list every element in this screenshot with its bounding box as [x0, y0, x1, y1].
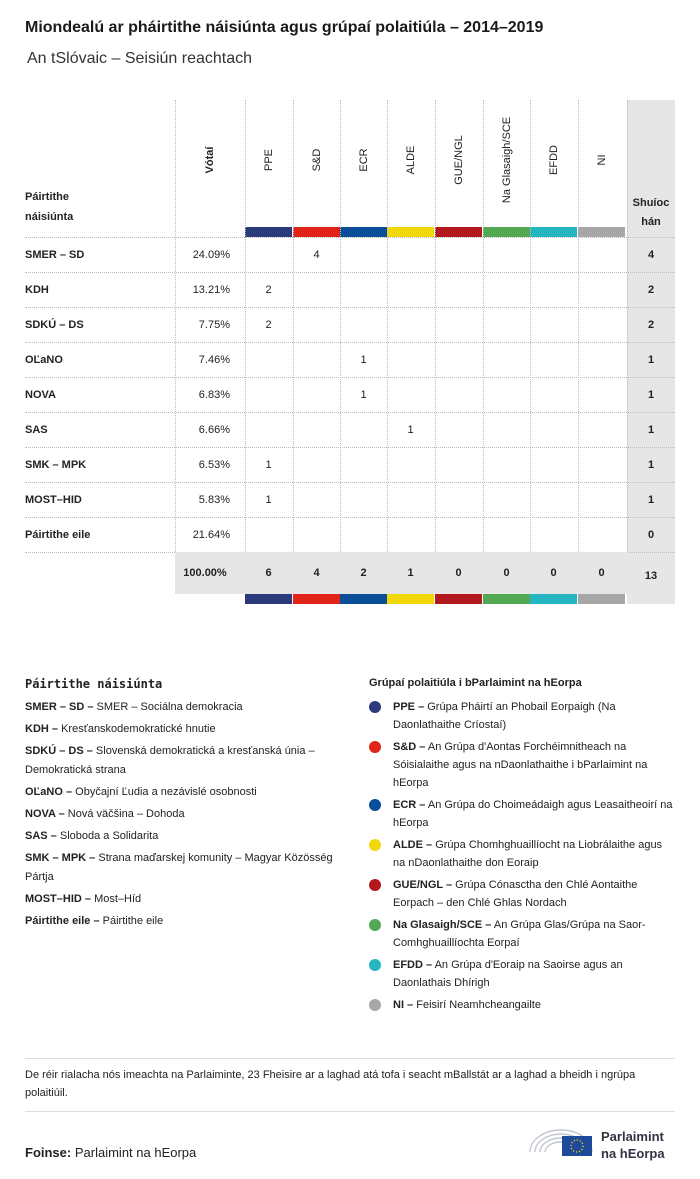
group-color-bar-bottom [340, 594, 387, 604]
group-total: 2 [360, 567, 367, 579]
vote-share: 21.64% [192, 529, 230, 541]
national-legend-title: Páirtithe náisiúnta [25, 677, 163, 691]
ep-logo [528, 1122, 678, 1162]
national-legend-item [25, 805, 345, 824]
seat-count-cell: 1 [360, 389, 367, 401]
group-color-bar-bottom [435, 594, 482, 604]
group-total: 1 [407, 567, 414, 579]
party-name: MOST–HID [25, 494, 82, 506]
group-color-dot-icon [369, 839, 381, 851]
group-total: 4 [313, 567, 320, 579]
group-header-2 [340, 100, 387, 227]
party-name: Páirtithe eile [25, 529, 91, 541]
legend-full-name: Grúpa Chomhghuaillíocht na Liobrálaithe agus na nDaonlathaithe don Eoraip [393, 839, 663, 869]
legend-full-name: An Grúpa d'Aontas Forchéimnitheach na Sóisialaithe agus na nDaonlathaithe i bParlaimint na hEorpa [393, 741, 648, 789]
group-color-dot-icon [369, 701, 381, 713]
legend-abbr: SDKÚ – DS – [25, 745, 93, 757]
group-color-bar-bottom [483, 594, 530, 604]
group-color-dot-icon [369, 879, 381, 891]
group-color-dot-icon [369, 999, 381, 1011]
row-total-seats: 0 [647, 529, 655, 541]
group-color-bar-bottom [578, 594, 625, 604]
votes-column-header [175, 100, 245, 227]
political-groups-legend [369, 677, 675, 1018]
legend-full-name: Nová väčšina – Dohoda [67, 808, 185, 820]
group-header-label: NI [595, 154, 608, 166]
group-header-label: ECR [357, 148, 370, 172]
totals-row [175, 552, 627, 594]
group-legend-item [369, 698, 675, 734]
national-legend-item [25, 742, 345, 780]
vote-share: 13.21% [192, 284, 230, 296]
seat-count-cell: 1 [360, 354, 367, 366]
legend-abbr: EFDD – [393, 959, 433, 971]
group-color-bar-bottom [387, 594, 434, 604]
party-name: OĽaNO [25, 354, 63, 366]
group-color-bar [435, 227, 482, 237]
source-line [25, 1145, 196, 1160]
row-total-seats: 1 [647, 424, 655, 436]
legend-full-name: Feisirí Neamhcheangailte [416, 999, 541, 1011]
group-color-bar [340, 227, 387, 237]
national-legend-item [25, 827, 345, 846]
legend-abbr: MOST–HID – [25, 893, 92, 905]
legend-full-name: Grúpa Cónasctha den Chlé Aontaithe Eorpach – den Chlé Ghlas Nordach [393, 879, 638, 909]
legend-full-name: SMER – Sociálna demokracia [96, 701, 243, 713]
group-color-bar-bottom [530, 594, 577, 604]
group-color-bar-bottom [245, 594, 292, 604]
page-subtitle: An tSlóvaic – Seisiún reachtach [27, 50, 253, 67]
seat-count-cell: 1 [265, 494, 272, 506]
legend-full-name: An Grúpa do Choimeádaigh agus Leasaitheoirí na hEorpa [393, 799, 673, 829]
group-header-label: PPE [262, 148, 275, 172]
group-header-5 [483, 100, 530, 227]
group-header-3 [387, 100, 434, 227]
legend-full-name: Strana maďarskej komunity – Magyar Közösség Pártja [25, 852, 333, 883]
group-color-bar [245, 227, 292, 237]
group-legend-item [369, 956, 675, 992]
party-name: SMER – SD [25, 249, 85, 261]
hemicycle-flag-icon [528, 1122, 598, 1162]
vote-share: 7.46% [198, 354, 230, 366]
national-legend-item [25, 890, 345, 909]
legend-full-name: Sloboda a Solidarita [59, 830, 159, 842]
legend-abbr: ECR – [393, 799, 426, 811]
group-total: 0 [503, 567, 510, 579]
group-color-bar-bottom [293, 594, 340, 604]
group-legend-item [369, 876, 675, 912]
group-legend-item [369, 836, 675, 872]
vote-share: 5.83% [198, 494, 230, 506]
national-legend-item [25, 849, 345, 887]
legend-abbr: SAS – [25, 830, 57, 842]
seat-count-cell: 1 [265, 459, 272, 471]
national-legend-item [25, 912, 345, 931]
group-legend-item [369, 738, 675, 792]
table-row [25, 307, 675, 343]
legend-full-name: Obyčajní Ľudia a nezávislé osobnosti [75, 786, 257, 798]
group-color-bar [293, 227, 340, 237]
divider [25, 1058, 675, 1059]
group-legend-item [369, 796, 675, 832]
row-total-seats: 2 [647, 284, 655, 296]
party-name: SDKÚ – DS [25, 319, 84, 331]
legend-abbr: SMER – SD – [25, 701, 94, 713]
group-header-label: ALDE [404, 145, 417, 175]
table-row [25, 517, 675, 553]
seat-count-cell: 2 [265, 319, 272, 331]
groups-legend-title: Grúpaí polaitiúla i bParlaimint na hEorpa [369, 677, 582, 689]
source-label: Foinse: [25, 1145, 72, 1160]
group-total: 0 [598, 567, 605, 579]
vote-share: 7.75% [198, 319, 230, 331]
row-total-seats: 2 [647, 319, 655, 331]
legend-abbr: KDH – [25, 723, 59, 735]
party-name: KDH [25, 284, 49, 296]
group-color-dot-icon [369, 741, 381, 753]
group-header-label: GUE/NGL [452, 135, 465, 185]
group-legend-item [369, 996, 675, 1014]
legend-full-name: An Grúpa d'Eoraip na Saoirse agus an Daonlathais Dhírigh [393, 959, 623, 989]
party-column-header: Páirtithe náisiúnta [25, 191, 74, 223]
group-header-6 [530, 100, 577, 227]
vote-share: 6.53% [198, 459, 230, 471]
source-value: Parlaimint na hEorpa [74, 1145, 197, 1160]
group-color-dot-icon [369, 799, 381, 811]
legend-abbr: PPE – [393, 701, 425, 713]
group-total: 0 [455, 567, 462, 579]
total-seats: 13 [644, 570, 658, 582]
group-header-4 [435, 100, 482, 227]
legend-abbr: S&D – [393, 741, 426, 753]
national-legend-item [25, 720, 345, 739]
legend-full-name: Grúpa Pháirtí an Phobail Eorpaigh (Na Daonlathaithe Críostaí) [393, 701, 616, 731]
legend-abbr: SMK – MPK – [25, 852, 96, 864]
logo-line2: na hEorpa [601, 1146, 665, 1161]
group-total: 0 [550, 567, 557, 579]
legend-abbr: Na Glasaigh/SCE – [393, 919, 492, 931]
legend-abbr: OĽaNO – [25, 786, 73, 798]
seats-header-line1: Shuíoc [632, 197, 670, 209]
row-total-seats: 1 [647, 459, 655, 471]
group-header-0 [245, 100, 292, 227]
table-row [25, 377, 675, 413]
seats-column-header [627, 194, 675, 232]
seats-header-line2: hán [641, 216, 661, 228]
group-header-label: S&D [310, 148, 323, 172]
legend-abbr: NI – [393, 999, 414, 1011]
group-color-bar [530, 227, 577, 237]
legend-abbr: GUE/NGL – [393, 879, 453, 891]
divider [25, 1111, 675, 1112]
table-row [25, 272, 675, 308]
party-name: SAS [25, 424, 48, 436]
logo-text [601, 1128, 665, 1162]
table-row [25, 412, 675, 448]
legend-full-name: Most–Híd [94, 893, 142, 905]
national-legend-item [25, 783, 345, 802]
national-parties-legend [25, 677, 345, 934]
national-legend-item [25, 698, 345, 717]
group-color-bar [387, 227, 434, 237]
table-row [25, 237, 675, 273]
party-name: NOVA [25, 389, 56, 401]
group-header-label: Na Glasaigh/SCE [500, 116, 513, 204]
legend-abbr: NOVA – [25, 808, 65, 820]
group-color-bar [483, 227, 530, 237]
group-legend-item [369, 916, 675, 952]
total-votes: 100.00% [183, 567, 227, 579]
party-name: SMK – MPK [25, 459, 87, 471]
legend-full-name: Slovenská demokratická a kresťanská únia – Demokratická strana [25, 745, 315, 776]
page-title: Miondealú ar pháirtithe náisiúnta agus grúpaí polaitiúla – 2014–2019 [25, 19, 544, 36]
table-row [25, 482, 675, 518]
group-header-label: EFDD [547, 145, 560, 175]
seat-count-cell: 4 [313, 249, 320, 261]
group-total: 6 [265, 567, 272, 579]
row-total-seats: 1 [647, 494, 655, 506]
table-row [25, 447, 675, 483]
legend-abbr: Páirtithe eile – [25, 915, 100, 927]
seat-count-cell: 2 [265, 284, 272, 296]
group-color-dot-icon [369, 919, 381, 931]
legend-full-name: Kresťanskodemokratické hnutie [61, 723, 216, 735]
legend-full-name: An Grúpa Glas/Grúpa na Saor-Comhghuaillíochta Eorpaí [393, 919, 646, 949]
votes-header-label: Vótaí [204, 146, 216, 174]
group-color-dot-icon [369, 959, 381, 971]
group-header-1 [293, 100, 340, 227]
row-total-seats: 1 [647, 354, 655, 366]
vote-share: 6.83% [198, 389, 230, 401]
vote-share: 24.09% [192, 249, 230, 261]
logo-line1: Parlaimint [601, 1129, 664, 1144]
vote-share: 6.66% [198, 424, 230, 436]
legend-full-name: Páirtithe eile [102, 915, 164, 927]
group-header-7 [578, 100, 625, 227]
row-total-seats: 1 [647, 389, 655, 401]
footnote: De réir rialacha nós imeachta na Parlaiminte, 23 Fheisire ar a laghad atá tofa i seacht mBallstát ar a laghad a bheidh i ngrúpa polaitiúil. [25, 1069, 636, 1099]
row-total-seats: 4 [647, 249, 655, 261]
group-color-bar [578, 227, 625, 237]
seats-table [25, 100, 675, 604]
table-row [25, 342, 675, 378]
legend-abbr: ALDE – [393, 839, 433, 851]
seat-count-cell: 1 [407, 424, 414, 436]
